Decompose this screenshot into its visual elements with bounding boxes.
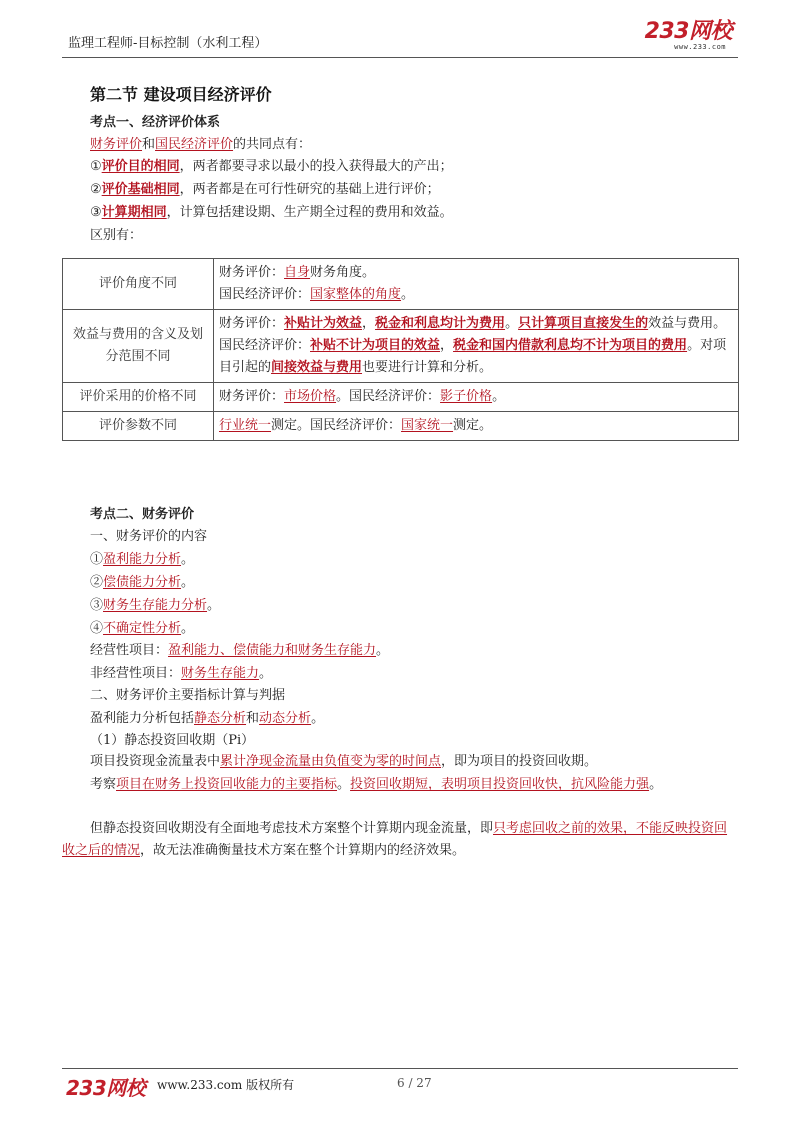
highlighted-term: 盈利能力分析 xyxy=(103,552,182,567)
table-cell-line xyxy=(219,284,733,306)
highlighted-term: 国民经济评价 xyxy=(155,137,234,152)
point1-intro xyxy=(90,135,311,155)
text-run: 。对项目引起的 xyxy=(219,338,727,375)
text-run: ② xyxy=(90,575,104,590)
table-cell-line xyxy=(219,262,733,284)
text-run: 盈利能力分析包括 xyxy=(90,711,195,726)
highlighted-term: 评价基础相同 xyxy=(101,182,180,197)
highlighted-term: 税金和利息均计为费用 xyxy=(375,316,506,331)
highlighted-term: 国家整体的角度 xyxy=(310,287,402,302)
text-run: 。 xyxy=(259,666,273,681)
text-run: ，计算包括建设期、生产期全过程的费用和效益。 xyxy=(166,205,453,220)
nonoperating-project-line xyxy=(90,664,272,684)
section-title: 第二节 建设项目经济评价 xyxy=(90,85,272,104)
text-run: 测定。国民经济评价： xyxy=(271,418,402,433)
text-run: 。 xyxy=(401,287,415,302)
footer-copyright: www.233.com 版权所有 xyxy=(157,1078,295,1092)
text-run: ① xyxy=(90,552,104,567)
text-run: ，故无法准确衡量技术方案在整个计算期内的经济效果。 xyxy=(140,843,466,858)
highlighted-term: 补贴计为效益 xyxy=(284,316,363,331)
table-cell-line xyxy=(219,386,733,408)
text-run: 财务评价： xyxy=(219,389,285,404)
footer-divider xyxy=(62,1068,738,1069)
page-number: 6 / 27 xyxy=(397,1076,432,1090)
highlighted-term: 自身 xyxy=(284,265,311,280)
text-run: ，即为项目的投资回收期。 xyxy=(441,754,598,769)
text-run: ， xyxy=(362,316,376,331)
highlighted-term: 只计算项目直接发生的 xyxy=(518,316,649,331)
text-run: 。国民经济评价： xyxy=(336,389,441,404)
highlighted-term: 评价目的相同 xyxy=(101,159,180,174)
text-run: 财务评价： xyxy=(219,265,285,280)
table-cell-line xyxy=(219,313,733,335)
analysis-item-1 xyxy=(90,550,194,570)
text-run: 和 xyxy=(142,137,156,152)
text-run: 也要进行计算和分析。 xyxy=(362,360,493,375)
highlighted-term: 国家统一 xyxy=(401,418,454,433)
text-run: 。 xyxy=(649,777,663,792)
static-payback-definition xyxy=(90,752,597,772)
table-cell-aspect: 评价角度不同 xyxy=(63,259,214,310)
highlighted-term: 投资回收期短，表明项目投资回收快，抗风险能力强 xyxy=(350,777,650,792)
document-header-title: 监理工程师-目标控制（水利工程） xyxy=(68,36,268,51)
analysis-item-4 xyxy=(90,619,194,639)
text-run: 测定。 xyxy=(453,418,493,433)
text-run: 。 xyxy=(181,552,195,567)
table-cell-aspect: 评价采用的价格不同 xyxy=(63,383,214,412)
table-cell-aspect: 评价参数不同 xyxy=(63,412,214,441)
highlighted-term: 补贴不计为项目的效益 xyxy=(310,338,441,353)
highlighted-term: 财务生存能力分析 xyxy=(103,598,208,613)
text-run: 考察 xyxy=(90,777,117,792)
text-run: 的共同点有： xyxy=(233,137,312,152)
text-run: 财务评价： xyxy=(219,316,285,331)
table-cell-line xyxy=(219,415,733,437)
operating-project-line xyxy=(90,641,389,661)
highlighted-term: 静态分析 xyxy=(194,711,247,726)
table-row xyxy=(63,259,739,310)
text-run: 。 xyxy=(376,643,390,658)
highlighted-term: 项目在财务上投资回收能力的主要指标 xyxy=(116,777,338,792)
brand-logo: 233网校 xyxy=(644,19,732,44)
text-run: ② xyxy=(90,182,102,197)
text-run: 。 xyxy=(505,316,519,331)
text-run: ④ xyxy=(90,621,104,636)
point2-heading: 考点二、财务评价 xyxy=(90,507,195,522)
highlighted-term: 市场价格 xyxy=(284,389,337,404)
differences-label: 区别有： xyxy=(90,228,143,243)
table-cell-detail xyxy=(214,412,739,441)
text-run: 效益与费用。 xyxy=(648,316,727,331)
text-run: ， xyxy=(440,338,454,353)
text-run: 。 xyxy=(181,575,195,590)
highlighted-term: 财务生存能力 xyxy=(181,666,260,681)
table-row xyxy=(63,412,739,441)
highlighted-term: 盈利能力、偿债能力和财务生存能力 xyxy=(168,643,377,658)
static-payback-paragraph-1 xyxy=(62,774,738,796)
text-run: ，两者都要寻求以最小的投入获得最大的产出； xyxy=(179,159,453,174)
point2-subheading-indicators: 二、财务评价主要指标计算与判据 xyxy=(90,688,286,703)
table-cell-line xyxy=(219,335,733,379)
text-run: ③ xyxy=(90,205,102,220)
highlighted-term: 间接效益与费用 xyxy=(271,360,363,375)
text-run: 经营性项目： xyxy=(90,643,169,658)
highlighted-term: 偿债能力分析 xyxy=(103,575,182,590)
analysis-item-2 xyxy=(90,573,194,593)
text-run: 财务角度。 xyxy=(310,265,376,280)
highlighted-term: 计算期相同 xyxy=(101,205,167,220)
table-row xyxy=(63,383,739,412)
footer-brand-logo: 233网校 xyxy=(66,1076,146,1100)
text-run: 国民经济评价： xyxy=(219,338,311,353)
highlighted-term: 累计净现金流量由负值变为零的时间点 xyxy=(220,754,442,769)
highlighted-term: 影子价格 xyxy=(440,389,493,404)
text-run: 但静态投资回收期没有全面地考虑技术方案整个计算期内现金流量，即 xyxy=(90,821,494,836)
comparison-table xyxy=(62,258,739,441)
highlighted-term: 财务评价 xyxy=(90,137,143,152)
brand-logo-url: www.233.com xyxy=(674,43,726,51)
highlighted-term: 只考虑回收之前的效果，不能反映投资回收之后的情况 xyxy=(62,821,728,858)
static-payback-title: （1）静态投资回收期（Pi） xyxy=(90,733,255,748)
text-run: 。 xyxy=(311,711,325,726)
table-row xyxy=(63,310,739,383)
table-cell-detail xyxy=(214,310,739,383)
text-run: 国民经济评价： xyxy=(219,287,311,302)
highlighted-term: 税金和国内借款利息均不计为项目的费用 xyxy=(453,338,688,353)
point1-heading: 考点一、经济评价体系 xyxy=(90,115,221,130)
highlighted-term: 动态分析 xyxy=(259,711,312,726)
text-run: ① xyxy=(90,159,102,174)
text-run: ，两者都是在可行性研究的基础上进行评价； xyxy=(179,182,440,197)
profitability-analysis-line xyxy=(90,709,324,729)
text-run: 。 xyxy=(207,598,221,613)
text-run: 。 xyxy=(337,777,351,792)
analysis-item-3 xyxy=(90,596,220,616)
common-point-3 xyxy=(90,203,453,223)
text-run: 。 xyxy=(492,389,506,404)
table-cell-detail xyxy=(214,383,739,412)
text-run: 非经营性项目： xyxy=(90,666,182,681)
text-run: ③ xyxy=(90,598,104,613)
highlighted-term: 行业统一 xyxy=(219,418,272,433)
highlighted-term: 不确定性分析 xyxy=(103,621,182,636)
header-divider xyxy=(62,57,738,58)
common-point-1 xyxy=(90,157,453,177)
text-run: 项目投资现金流量表中 xyxy=(90,754,221,769)
static-payback-paragraph-2 xyxy=(62,818,738,862)
common-point-2 xyxy=(90,180,440,200)
table-cell-aspect: 效益与费用的含义及划分范围不同 xyxy=(63,310,214,383)
text-run: 和 xyxy=(246,711,260,726)
table-cell-detail xyxy=(214,259,739,310)
point2-subheading-content: 一、财务评价的内容 xyxy=(90,529,208,544)
text-run: 。 xyxy=(181,621,195,636)
